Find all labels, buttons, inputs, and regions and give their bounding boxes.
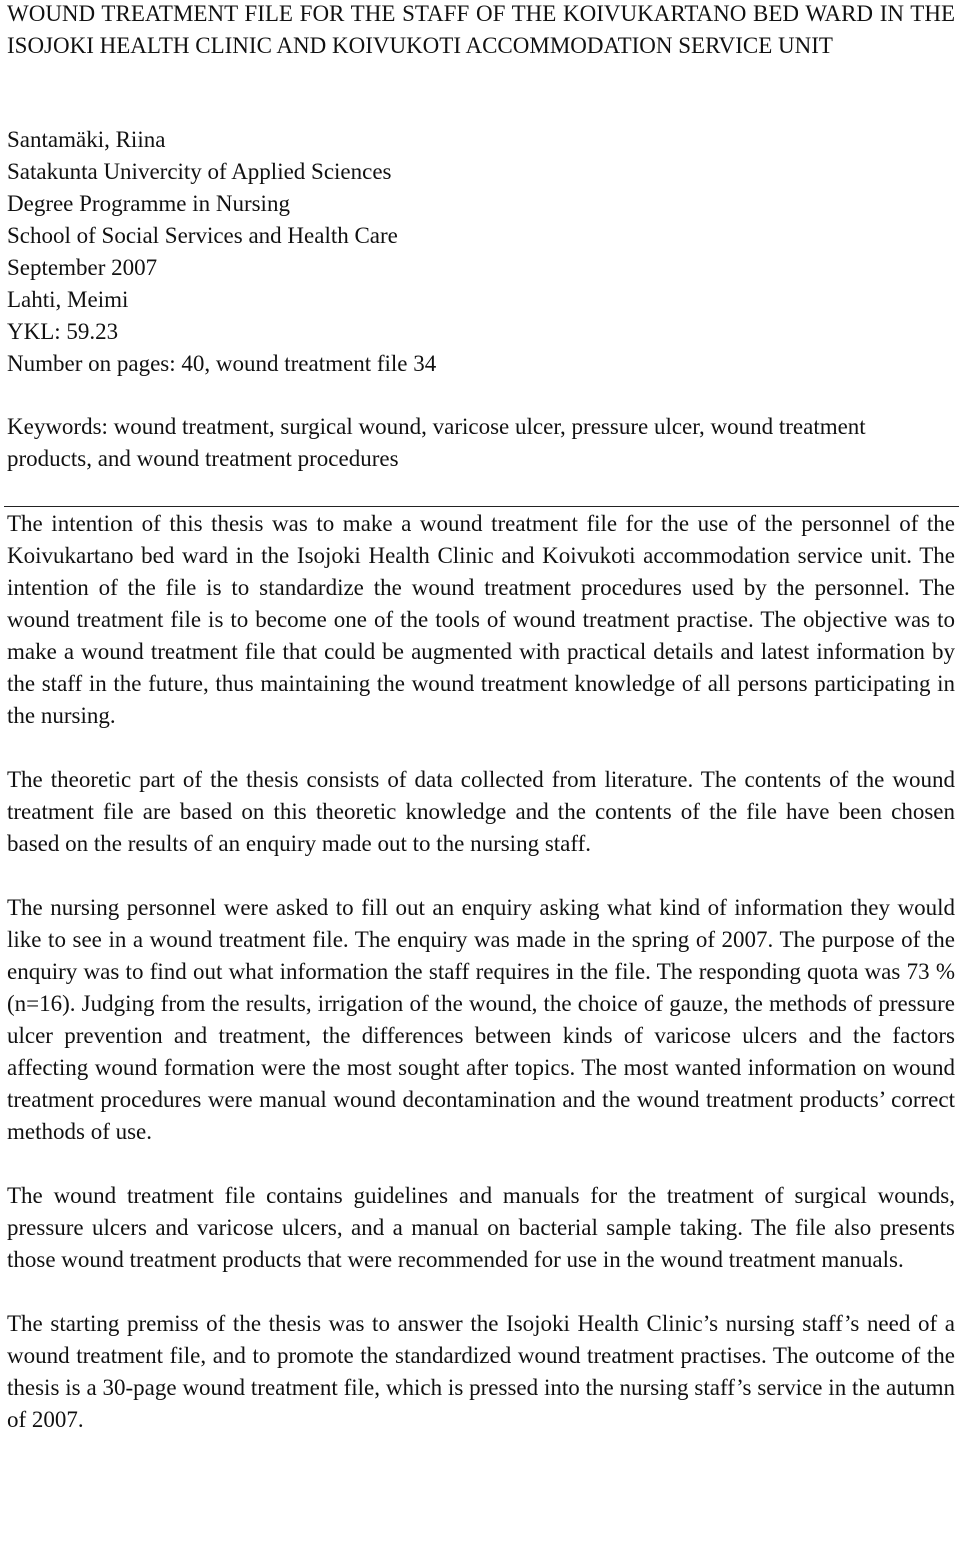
keywords: Keywords: wound treatment, surgical wound, varicose ulcer, pressure ulcer, wound treatment products, and wound treatment procedures [7, 414, 866, 471]
abstract-paragraph: The intention of this thesis was to make a wound treatment file for the use of the personnel of the Koivukartano bed ward in the Isojoki Health Clinic and Koivukoti accommodation service unit. The intention of the file is to standardize the wound treatment procedures used by the personnel. The wound treatment file is to become one of the tools of wound treatment practise. The objective was to make a wound treatment file that could be augmented with practical details and latest information by the staff in the future, thus maintaining the wound treatment knowledge of all persons participating in the nursing. [7, 511, 955, 728]
supervisor-line: Lahti, Meimi [7, 287, 129, 312]
school-line: School of Social Services and Health Care [7, 223, 398, 248]
abstract-body [7, 508, 955, 1436]
ykl-line: YKL: 59.23 [7, 319, 119, 344]
document-metadata [7, 124, 436, 380]
abstract-paragraph: The nursing personnel were asked to fill out an enquiry asking what kind of information they would like to see in a wound treatment file. The enquiry was made in the spring of 2007. The purpose of the enquiry was to find out what information the staff requires in the file. The responding quota was 73 % (n=16). Judging from the results, irrigation of the wound, the choice of gauze, the methods of pressure ulcer prevention and treatment, the differences between kinds of varicose ulcers and the factors affecting wound formation were the most sought after topics. The most wanted information on wound treatment procedures were manual wound decontamination and the wound treatment products’ correct methods of use. [7, 895, 955, 1144]
divider-rule [4, 506, 959, 507]
university-line: Satakunta Univercity of Applied Sciences [7, 159, 392, 184]
author-line: Santamäki, Riina [7, 127, 166, 152]
date-line: September 2007 [7, 255, 158, 280]
abstract-paragraph: The theoretic part of the thesis consists of data collected from literature. The contents of the wound treatment file are based on this theoretic knowledge and the contents of the file have been chosen based on the results of an enquiry made out to the nursing staff. [7, 767, 955, 856]
programme-line: Degree Programme in Nursing [7, 191, 290, 216]
page-count-line: Number on pages: 40, wound treatment file 34 [7, 351, 437, 376]
document-title: WOUND TREATMENT FILE FOR THE STAFF OF THE KOIVUKARTANO BED WARD IN THE ISOJOKI HEALTH CLINIC AND KOIVUKOTI ACCOMMODATION SERVICE UNIT [7, 1, 955, 58]
abstract-paragraph: The wound treatment file contains guidelines and manuals for the treatment of surgical wounds, pressure ulcers and varicose ulcers, and a manual on bacterial sample taking. The file also presents those wound treatment products that were recommended for use in the wound treatment manuals. [7, 1183, 955, 1272]
abstract-paragraph: The starting premiss of the thesis was to answer the Isojoki Health Clinic’s nursing staff’s need of a wound treatment file, and to promote the standardized wound treatment practises. The outcome of the thesis is a 30-page wound treatment file, which is pressed into the nursing staff’s service in the autumn of 2007. [7, 1311, 955, 1432]
